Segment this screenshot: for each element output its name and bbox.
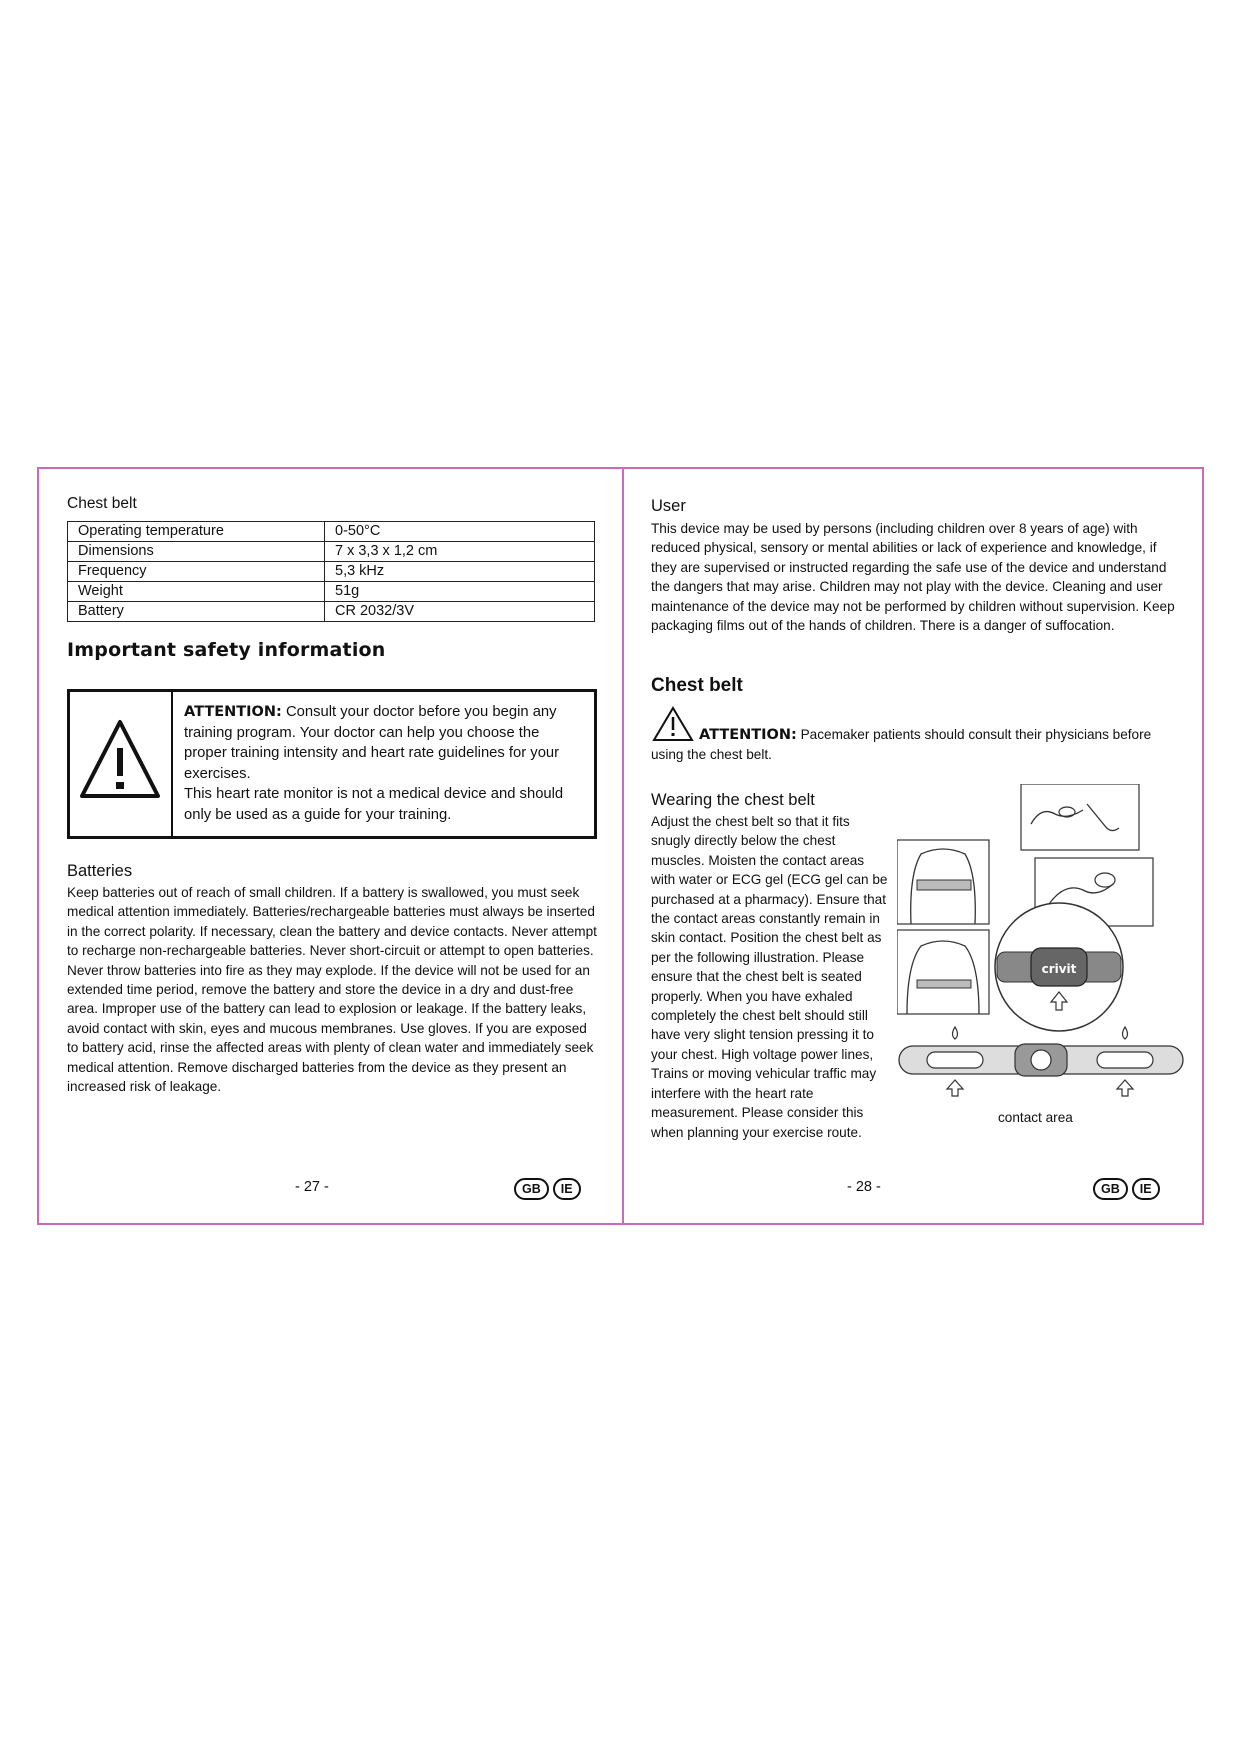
attention-box bbox=[67, 689, 597, 839]
attention-text: ATTENTION: Consult your doctor before you begin any training program. Your doctor can help you choose the proper training intensity and heart rate guidelines for your exercises. This heart rate monitor is not a medical device and should only be used as a guide for your training. bbox=[184, 704, 564, 823]
table-row: Operating temperature 0-50°C bbox=[68, 522, 595, 542]
wearing-heading: Wearing the chest belt bbox=[651, 791, 815, 809]
badge-ie: IE bbox=[1132, 1178, 1160, 1200]
spec-title: Chest belt bbox=[67, 495, 137, 512]
contact-area-label: contact area bbox=[998, 1110, 1073, 1125]
batteries-text: Keep batteries out of reach of small children. If a battery is swallowed, you must seek medical attention immediately. Batteries/rechargeable batteries must always be inserted in the correct polarity. If necessary, clean the battery and device contacts. Never attempt to recharge non-rechargeable batteries. Never short-circuit or attempt to open batteries. Never throw batteries into fire as they may explode. If the device will not be used for an extended time period, remove the battery and store the device in a dry and dust-free area. Improper use of the battery can lead to explosion or leakage. If the battery leaks, avoid contact with skin, eyes and mucous membranes. Use gloves. If you are exposed to battery acid, rinse the affected areas with plenty of clean water and immediately seek medical attention. Remove discharged batteries from the device as they present an increased risk of leakage. bbox=[67, 885, 597, 1095]
page-divider bbox=[622, 469, 624, 1223]
wearing-text: Adjust the chest belt so that it fits snugly directly below the chest muscles. Moisten the contact areas with water or ECG gel (ECG gel can be purchased at a pharmacy). Ensure that the contact areas constantly remain in skin contact. Position the chest belt as per the following illustration. Please ensure that the chest belt is seated properly. When you have exhaled completely the chest belt should still have very slight tension pressing it to your chest. High voltage power lines, Trains or moving vehicular traffic may interfere with the heart rate measurement. Please consider this when planning your exercise route. bbox=[651, 814, 888, 1140]
chest-belt-illustration bbox=[897, 784, 1187, 1114]
badge-ie: IE bbox=[553, 1178, 581, 1200]
table-row: Dimensions 7 x 3,3 x 1,2 cm bbox=[68, 542, 595, 562]
left-page bbox=[67, 469, 597, 1223]
language-badges bbox=[1093, 1178, 1160, 1200]
safety-heading: Important safety information bbox=[67, 639, 386, 661]
right-page bbox=[651, 469, 1181, 1223]
table-row: Battery CR 2032/3V bbox=[68, 602, 595, 622]
spec-table bbox=[67, 521, 595, 622]
attention-word: ATTENTION: bbox=[699, 727, 797, 743]
badge-gb: GB bbox=[514, 1178, 549, 1200]
batteries-heading: Batteries bbox=[67, 862, 133, 880]
user-heading: User bbox=[651, 497, 686, 515]
table-row: Weight 51g bbox=[68, 582, 595, 602]
pacemaker-attention bbox=[651, 705, 1181, 765]
language-badges bbox=[514, 1178, 581, 1200]
warning-triangle-icon bbox=[70, 692, 173, 836]
page-number: - 28 - bbox=[847, 1179, 881, 1195]
manual-spread bbox=[37, 467, 1204, 1225]
pacemaker-text: Pacemaker patients should consult their physicians before using the chest belt. bbox=[651, 727, 1152, 763]
brand-label: crivit bbox=[1041, 962, 1077, 976]
table-row: Frequency 5,3 kHz bbox=[68, 562, 595, 582]
chest-belt-heading: Chest belt bbox=[651, 675, 743, 696]
page-number: - 27 - bbox=[295, 1179, 329, 1195]
warning-triangle-icon bbox=[651, 705, 695, 743]
badge-gb: GB bbox=[1093, 1178, 1128, 1200]
attention-word: ATTENTION: bbox=[184, 704, 282, 720]
user-text: This device may be used by persons (including children over 8 years of age) with reduced physical, sensory or mental abilities or lack of experience and knowledge, if they are supervised or instructed regarding the safe use of the device and understand the dangers that may arise. Children may not play with the device. Cleaning and user maintenance of the device may not be performed by children without supervision. Keep packaging films out of the hands of children. There is a danger of suffocation. bbox=[651, 521, 1175, 634]
